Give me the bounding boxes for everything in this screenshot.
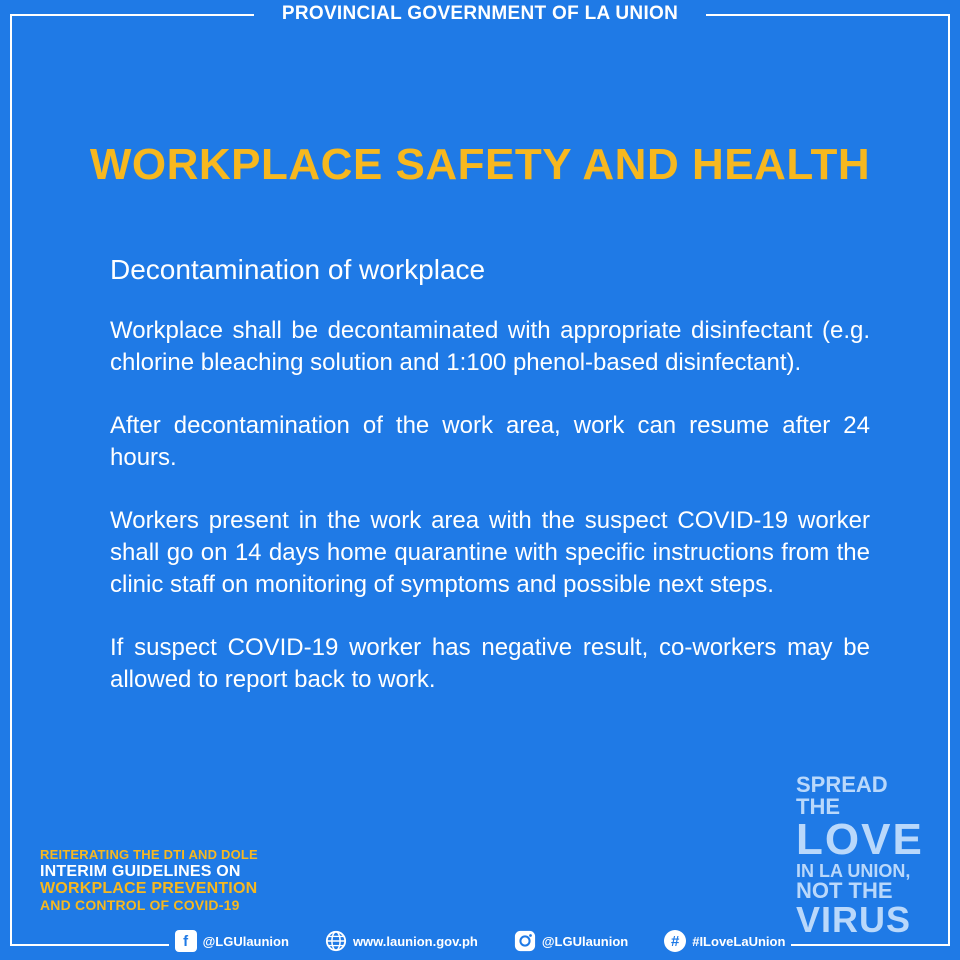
instagram-handle: @LGUlaunion bbox=[541, 933, 629, 949]
instagram-link[interactable] bbox=[508, 930, 634, 952]
facebook-icon: f bbox=[175, 930, 197, 952]
hashtag-icon: # bbox=[664, 930, 686, 952]
paragraph: Workers present in the work area with the suspect COVID-19 worker shall go on 14 days home quarantine with specific instructions from the clinic staff on monitoring of symptoms and possible next steps. bbox=[110, 507, 870, 598]
note-line: AND CONTROL OF COVID-19 bbox=[40, 897, 240, 913]
note-line: REITERATING THE DTI AND DOLE bbox=[40, 847, 258, 862]
website-url: www.launion.gov.ph bbox=[352, 933, 478, 949]
paragraph: After decontamination of the work area, work can resume after 24 hours. bbox=[110, 412, 870, 471]
content bbox=[110, 253, 870, 727]
hashtag-text: #ILoveLaUnion bbox=[692, 933, 786, 949]
website-link[interactable] bbox=[319, 930, 484, 952]
note-line: INTERIM GUIDELINES ON bbox=[40, 863, 241, 880]
facebook-handle: @LGUlaunion bbox=[202, 933, 289, 949]
hashtag-link[interactable] bbox=[658, 930, 791, 952]
campaign-line: NOT THE bbox=[796, 878, 893, 903]
instagram-icon bbox=[514, 930, 536, 952]
guidelines-note bbox=[40, 846, 258, 914]
subheading: Decontamination of workplace bbox=[110, 254, 486, 285]
campaign-line: IN LA UNION, bbox=[796, 861, 911, 881]
campaign-line: VIRUS bbox=[796, 899, 912, 940]
facebook-link[interactable] bbox=[169, 930, 295, 952]
globe-icon bbox=[325, 930, 347, 952]
paragraph: Workplace shall be decontaminated with appropriate disinfectant (e.g. chlorine bleaching solution and 1:100 phenol-based disinfectant). bbox=[110, 317, 870, 376]
header-government: PROVINCIAL GOVERNMENT OF LA UNION bbox=[281, 3, 679, 24]
footer bbox=[0, 930, 960, 952]
page-title: WORKPLACE SAFETY AND HEALTH bbox=[89, 140, 871, 189]
campaign-logo bbox=[796, 774, 926, 938]
note-line: WORKPLACE PREVENTION bbox=[40, 880, 258, 897]
paragraph: If suspect COVID-19 worker has negative result, co-workers may be allowed to report back to work. bbox=[110, 634, 870, 693]
campaign-line: SPREAD THE bbox=[796, 772, 888, 819]
campaign-line: LOVE bbox=[796, 815, 924, 864]
